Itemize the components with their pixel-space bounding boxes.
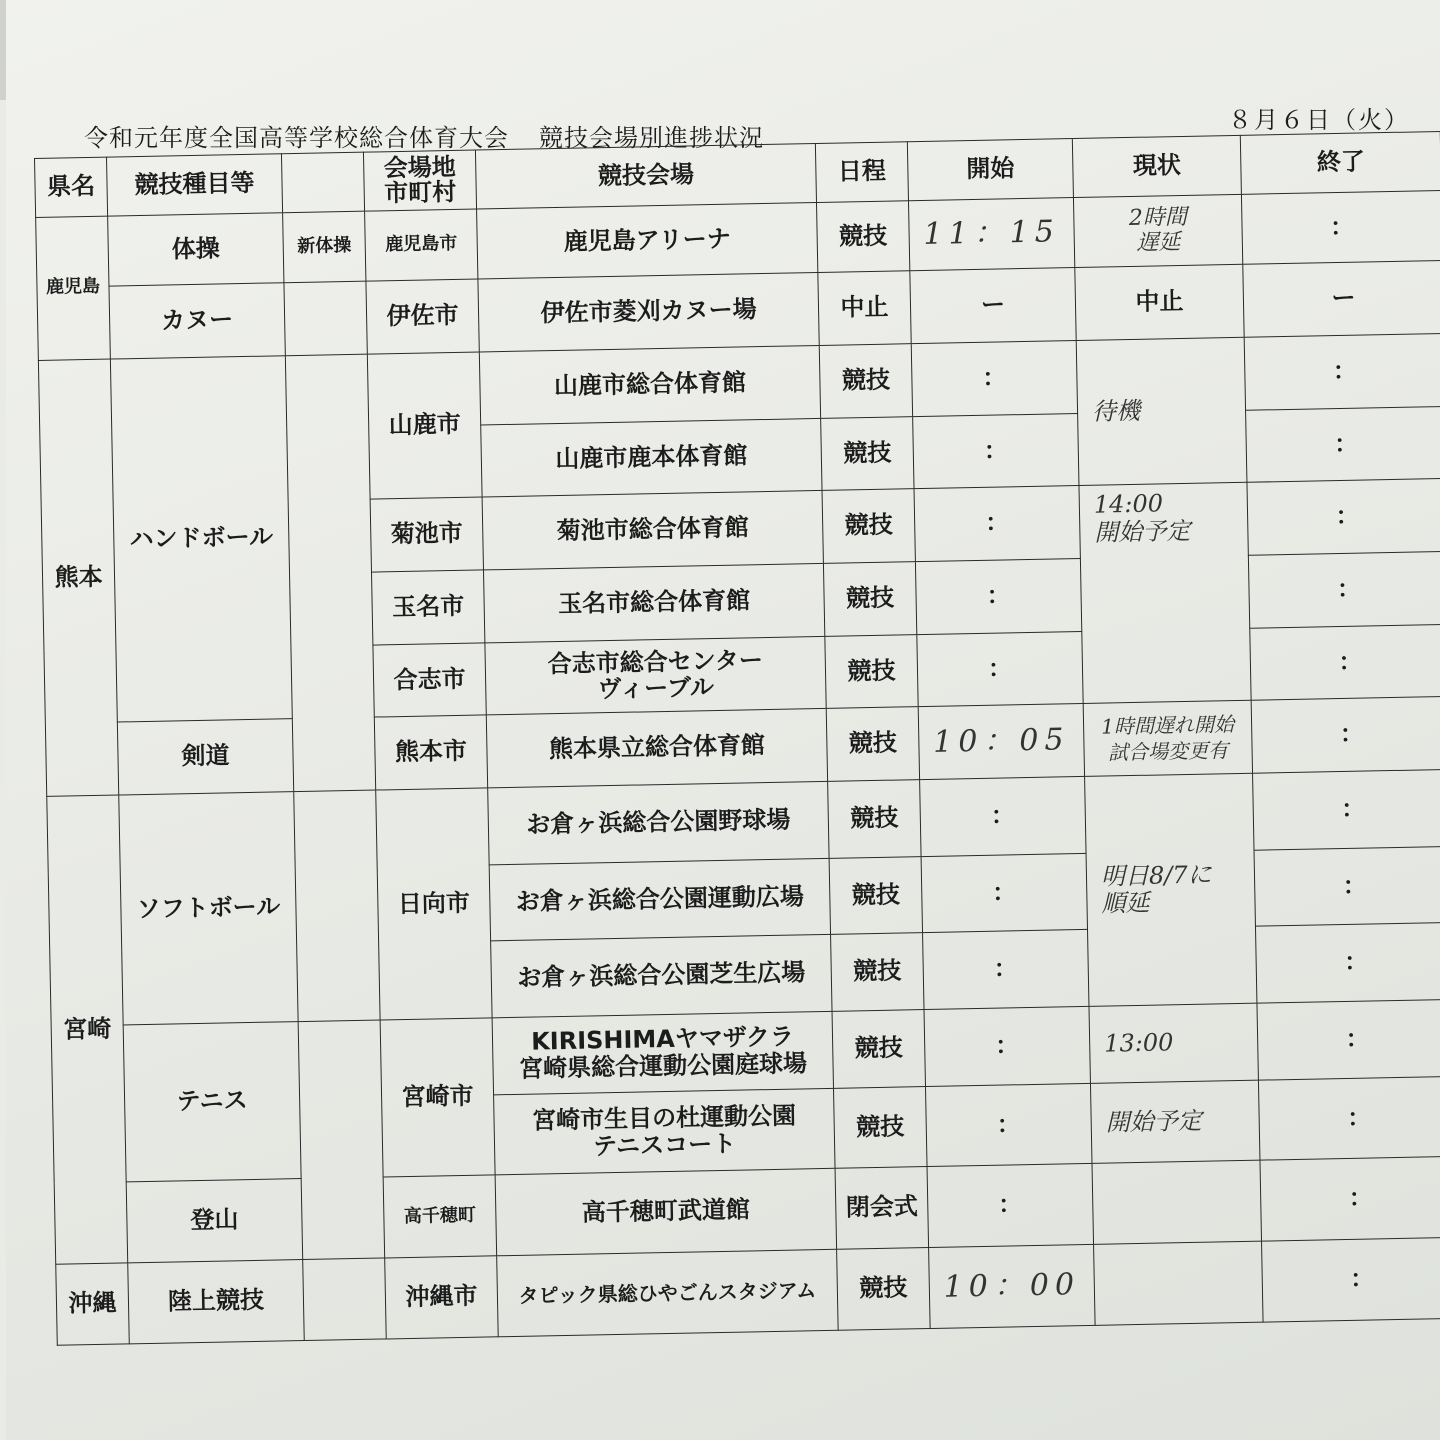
col-status: 現状 [1072, 135, 1241, 197]
schedule-cell: 競技 [826, 707, 919, 781]
col-venue: 競技会場 [475, 143, 816, 208]
event-cell: 陸上競技 [128, 1260, 305, 1344]
schedule-cell: 競技 [837, 1248, 931, 1331]
sub-event-cell [298, 1020, 385, 1260]
sub-event-cell: 新体操 [283, 211, 366, 283]
status-cell: 待機 [1076, 337, 1247, 486]
venue-cell: 鹿児島アリーナ [477, 202, 818, 279]
pref-kumamoto: 熊本 [38, 359, 118, 796]
schedule-cell: 競技 [825, 634, 918, 708]
start-cell: ： [911, 340, 1077, 416]
status-cell: 13:00 [1089, 1003, 1258, 1083]
city-cell: 熊本市 [374, 715, 487, 790]
city-cell: 山鹿市 [367, 352, 482, 499]
schedule-cell: 競技 [832, 1010, 925, 1088]
venue-cell: お倉ヶ浜総合公園芝生広場 [491, 935, 832, 1018]
col-prefecture: 県名 [35, 157, 108, 217]
schedule-cell: 競技 [821, 416, 914, 490]
event-cell: 登山 [126, 1179, 303, 1263]
start-cell: ： [924, 1006, 1090, 1086]
start-cell: ： [923, 930, 1089, 1010]
end-cell: ： [1251, 697, 1440, 773]
venue-cell: 山鹿市総合体育館 [479, 345, 820, 424]
col-event: 競技種目等 [106, 154, 282, 216]
venue-cell: 山鹿市鹿本体育館 [481, 418, 822, 497]
sub-event-cell [284, 281, 367, 355]
event-cell: 体操 [108, 212, 284, 286]
start-cell: ： [925, 1083, 1092, 1167]
end-cell: ： [1254, 846, 1440, 927]
status-cell: 14:00 開始予定 [1079, 482, 1251, 703]
venue-cell: 菊池市総合体育館 [482, 491, 823, 570]
start-cell: ： [914, 486, 1080, 562]
schedule-cell: 競技 [822, 489, 915, 563]
start-cell: 10：05 [918, 704, 1084, 780]
end-cell: ： [1241, 190, 1440, 264]
sub-event-cell [285, 354, 375, 792]
venue-cell: KIRISHIMAヤマザクラ 宮崎県総合運動公園庭球場 [492, 1011, 833, 1094]
status-cell: 2時間 遅延 [1073, 194, 1242, 268]
pref-kagoshima: 鹿児島 [36, 216, 111, 361]
col-sub [281, 152, 364, 212]
end-cell: ： [1255, 923, 1440, 1004]
event-cell: 剣道 [117, 719, 293, 795]
start-cell: ： [920, 776, 1086, 856]
end-cell: ： [1246, 406, 1440, 482]
start-cell: 10：00 [929, 1245, 1096, 1329]
city-cell: 宮崎市 [380, 1018, 495, 1178]
city-cell: 高千穂町 [383, 1175, 497, 1258]
venue-cell: お倉ヶ浜総合公園運動広場 [489, 858, 830, 941]
venue-cell: 玉名市総合体育館 [483, 563, 824, 642]
city-cell: 合志市 [373, 642, 486, 717]
venue-cell: タピック県総ひやごんスタジアム [497, 1249, 838, 1336]
col-schedule: 日程 [815, 142, 908, 202]
city-cell: 鹿児島市 [365, 209, 478, 282]
status-cell: 中止 [1075, 264, 1244, 340]
title-text: 令和元年度全国高等学校総合体育大会 [84, 124, 509, 152]
start-cell: 11：15 [908, 197, 1074, 271]
col-end: 終了 [1240, 131, 1440, 193]
end-cell: ： [1247, 479, 1440, 555]
status-cell [1092, 1161, 1262, 1245]
end-cell: ： [1250, 624, 1440, 700]
schedule-cell: 競技 [834, 1086, 928, 1168]
venue-cell: 合志市総合センター ヴィーブル [485, 636, 826, 715]
venue-cell: 熊本県立総合体育館 [486, 709, 827, 788]
sub-event-cell [294, 790, 380, 1022]
progress-table [34, 131, 1440, 1346]
col-start: 開始 [907, 139, 1073, 201]
venue-cell: お倉ヶ浜総合公園野球場 [488, 781, 829, 864]
schedule-cell: 競技 [829, 856, 922, 934]
venue-cell: 伊佐市菱刈カヌー場 [478, 273, 819, 352]
sub-event-cell [303, 1258, 387, 1340]
city-cell: 菊池市 [370, 497, 483, 572]
document-sheet [6, 0, 1440, 1440]
start-cell: ： [921, 853, 1087, 933]
status-cell [1094, 1241, 1264, 1325]
schedule-cell: 競技 [816, 200, 909, 272]
city-cell: 沖縄市 [385, 1256, 499, 1339]
end-cell: ー [1243, 261, 1440, 337]
pref-okinawa: 沖縄 [56, 1263, 130, 1345]
schedule-cell: 競技 [823, 562, 916, 636]
document-date: ８月６日（火） [1228, 106, 1410, 134]
status-cell: 開始予定 [1090, 1080, 1260, 1164]
start-cell: ： [915, 558, 1081, 634]
schedule-cell: 競技 [819, 344, 912, 418]
schedule-cell: 競技 [831, 933, 924, 1011]
event-cell: カヌー [109, 283, 285, 359]
city-cell: 日向市 [376, 788, 492, 1020]
city-cell: 玉名市 [372, 570, 485, 645]
event-cell: ソフトボール [119, 792, 298, 1025]
status-cell: 1時間遅れ開始 試合場変更有 [1083, 700, 1252, 776]
col-venue-city: 会場地 市町村 [363, 150, 476, 211]
end-cell: ： [1244, 333, 1440, 409]
end-cell: ： [1257, 999, 1440, 1080]
venue-cell: 高千穂町武道館 [495, 1169, 836, 1256]
start-cell: ： [917, 631, 1083, 707]
schedule-cell: 閉会式 [835, 1167, 929, 1249]
schedule-cell: 中止 [818, 271, 911, 345]
venue-cell: 宮崎市生目の杜運動公園 テニスコート [494, 1088, 835, 1175]
pref-miyazaki: 宮崎 [47, 795, 128, 1265]
schedule-cell: 競技 [828, 779, 921, 857]
start-cell: ： [927, 1164, 1094, 1248]
start-cell: ： [913, 413, 1079, 489]
status-cell: 明日8/7に 順延 [1085, 773, 1257, 1006]
start-cell: ー [910, 268, 1076, 344]
city-cell: 伊佐市 [366, 279, 479, 354]
event-cell: ハンドボール [110, 356, 292, 723]
end-cell: ： [1253, 769, 1440, 850]
subtitle-text: 競技会場別進捗状況 [539, 124, 764, 152]
end-cell: ： [1248, 551, 1440, 627]
end-cell: ： [1260, 1157, 1440, 1242]
end-cell: ： [1262, 1237, 1440, 1322]
event-cell: テニス [123, 1022, 301, 1183]
end-cell: ： [1258, 1076, 1440, 1161]
